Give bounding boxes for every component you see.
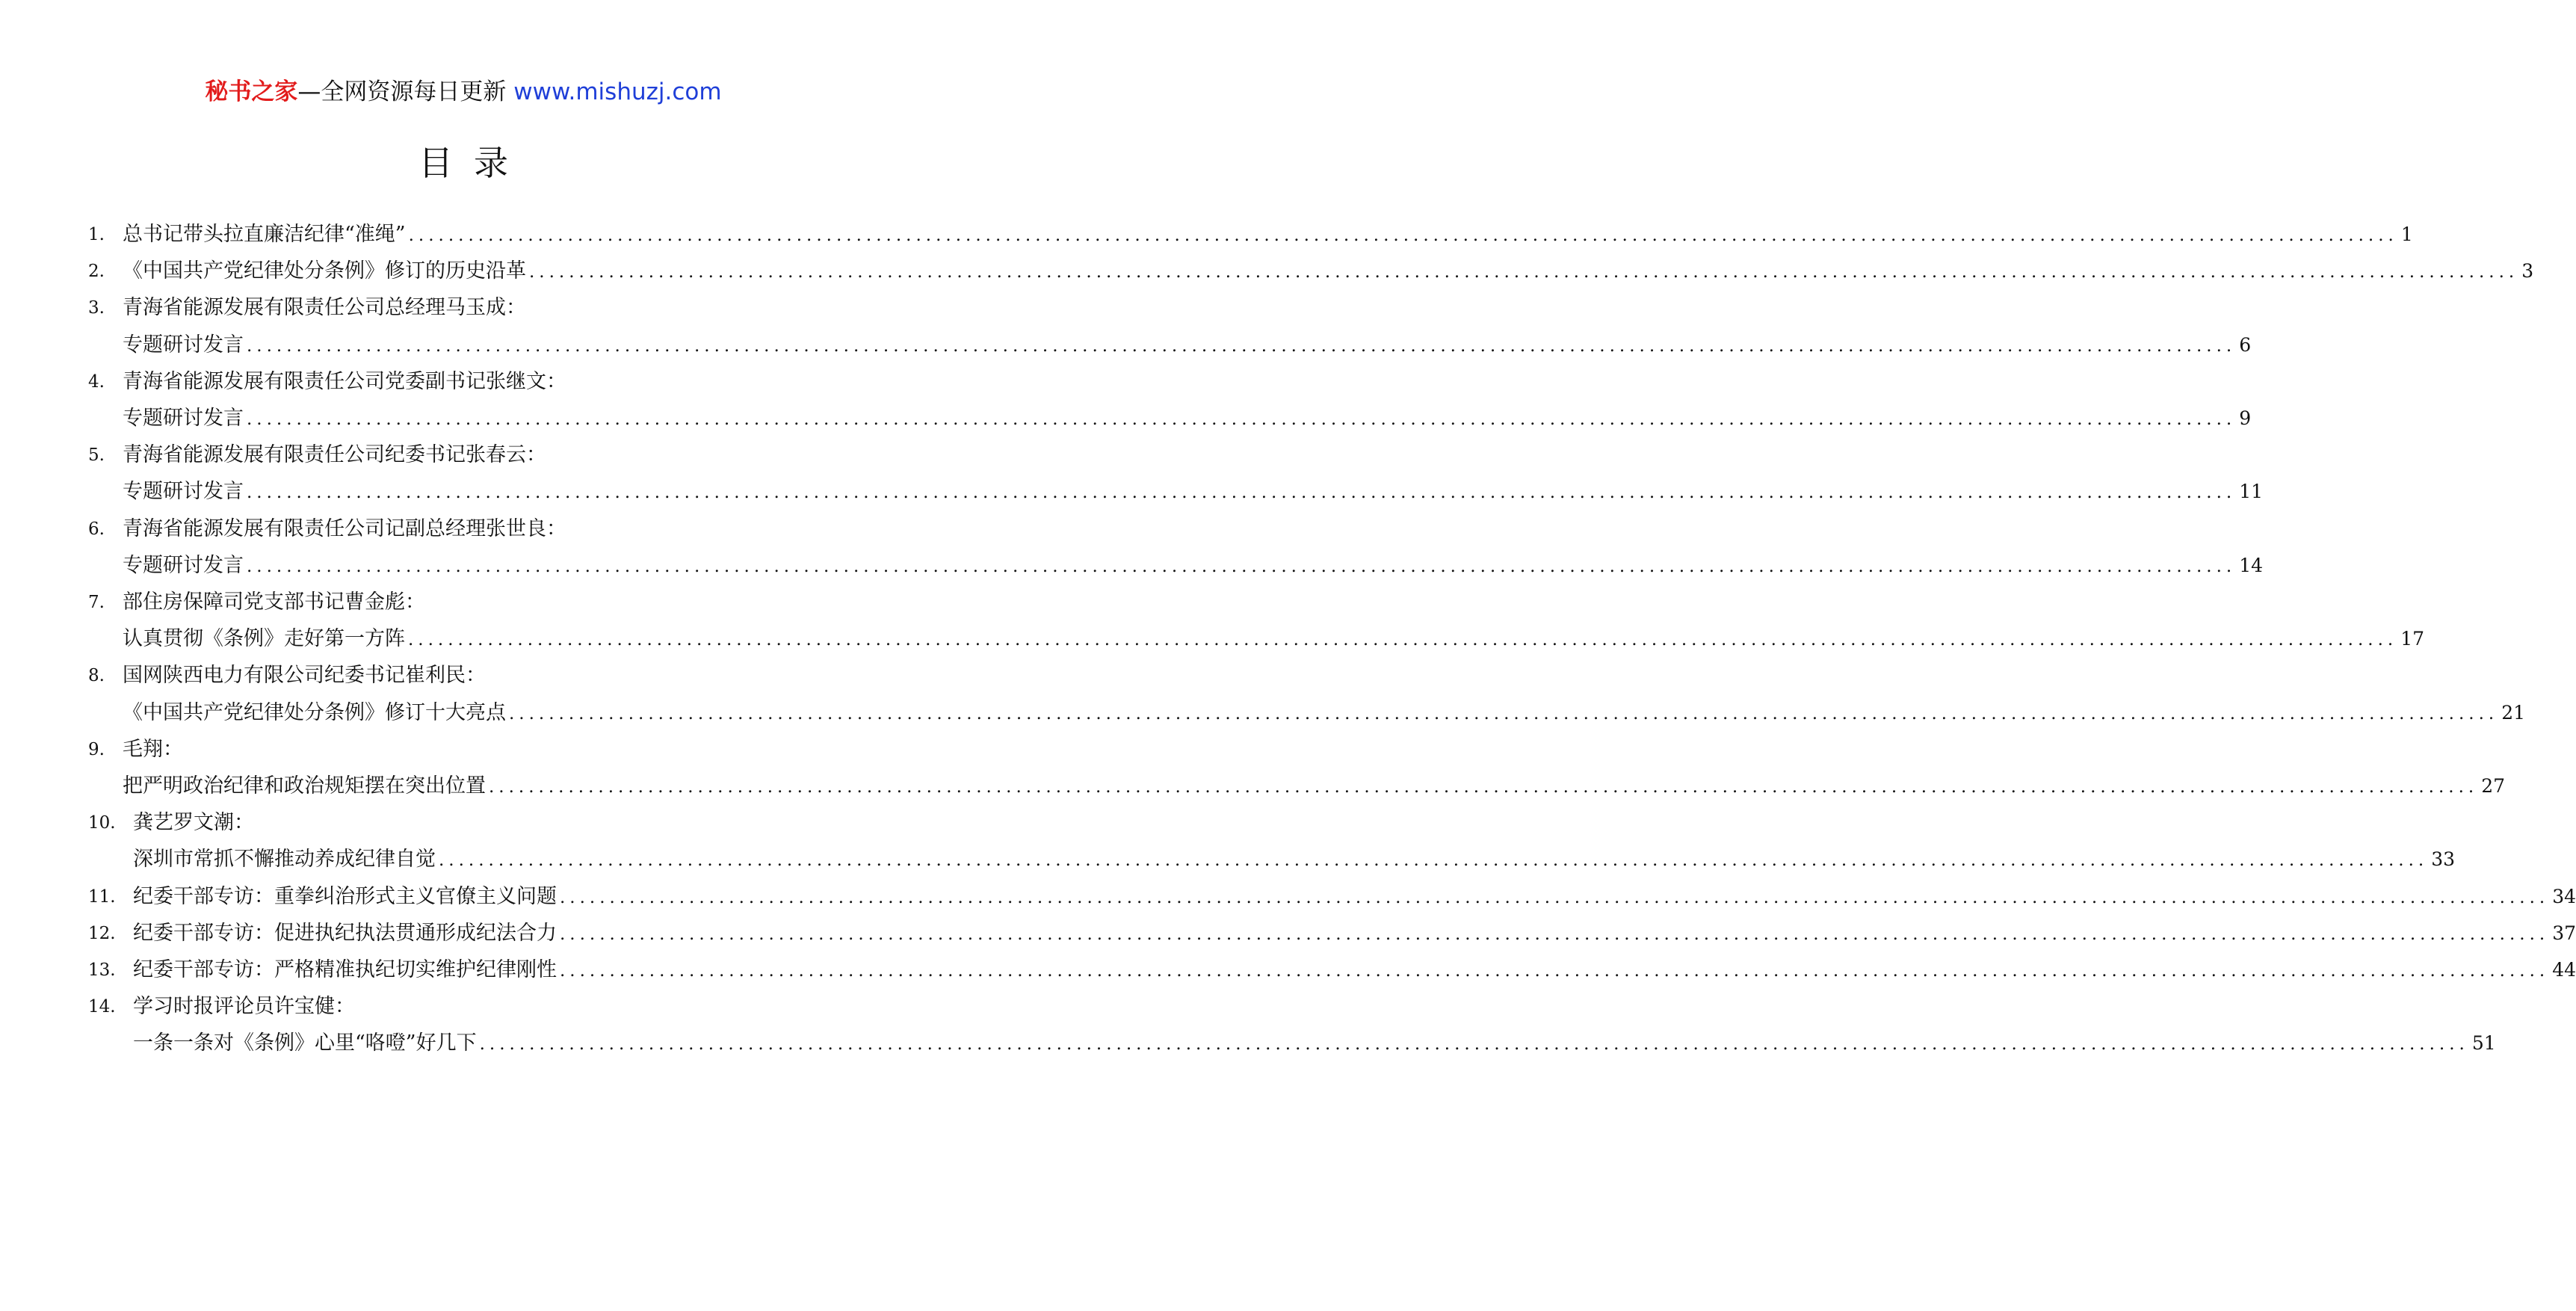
toc-dot-leader: ........................................................................................................................................................................................................: [560, 924, 2550, 944]
toc-entry-line[interactable]: [133, 882, 2576, 912]
toc-page-number: 33: [2431, 848, 2456, 871]
toc-entry-title: 专题研讨发言: [123, 480, 244, 504]
toc-page-number: 3: [2521, 260, 2534, 283]
toc-dot-leader: ........................................................................................................................................................................................................: [529, 262, 2519, 283]
toc-entry-line[interactable]: [133, 808, 254, 838]
toc-page-number: 14: [2239, 554, 2264, 576]
toc-entry-title: 国网陕西电力有限公司纪委书记崔利民：: [123, 664, 486, 688]
toc-entry-line[interactable]: [123, 330, 2252, 360]
toc-entry-number: 12.: [88, 923, 116, 943]
toc-entry-line[interactable]: [123, 256, 2534, 286]
toc-entry-title: 深圳市常抓不懈推动养成纪律自觉: [133, 848, 436, 872]
toc-dot-leader: ........................................................................................................................................................................................................: [408, 226, 2398, 245]
toc-entry-line[interactable]: [123, 367, 566, 397]
site-url-link[interactable]: www.mishuzj.com: [513, 78, 722, 105]
toc-entry-line[interactable]: [133, 955, 2576, 985]
toc-entry-title: 把严明政治纪律和政治规矩摆在突出位置: [123, 774, 486, 798]
toc-entry-title: 龚艺罗文潮：: [133, 811, 254, 835]
toc-entry-line[interactable]: [123, 624, 2425, 654]
toc-entry-line[interactable]: [123, 293, 526, 323]
toc-entry-title: 部住房保障司党支部书记曹金彪：: [123, 590, 425, 614]
toc-entry-number: 8.: [88, 666, 105, 686]
toc-dot-leader: ........................................................................................................................................................................................................: [560, 887, 2550, 907]
toc-dot-leader: ........................................................................................................................................................................................................: [408, 630, 2398, 650]
toc-page-number: 44: [2552, 959, 2576, 981]
toc-entry-number: 1.: [88, 225, 105, 244]
toc-entry-line[interactable]: [123, 698, 2526, 728]
toc-page-number: 37: [2552, 922, 2576, 944]
toc-entry-title: 学习时报评论员许宝健：: [133, 995, 355, 1019]
toc-entry-number: 14.: [88, 997, 116, 1017]
toc-entry-title: 青海省能源发展有限责任公司纪委书记张春云：: [123, 443, 546, 467]
toc-entry-number: 4.: [88, 371, 105, 392]
toc-entry-line[interactable]: [123, 587, 425, 617]
toc-page-number: 6: [2239, 333, 2252, 356]
toc-entry-number: 2.: [88, 262, 105, 282]
toc-entry-line[interactable]: [123, 404, 2252, 434]
toc-dot-leader: ........................................................................................................................................................................................................: [509, 703, 2499, 724]
toc-dot-leader: ........................................................................................................................................................................................................: [247, 336, 2237, 356]
toc-entry-title: 青海省能源发展有限责任公司记副总经理张世良：: [123, 516, 566, 540]
toc-entry-title: 总书记带头拉直廉洁纪律“准绳”: [123, 223, 406, 246]
toc-dot-leader: ........................................................................................................................................................................................................: [247, 556, 2237, 576]
toc-dot-leader: ........................................................................................................................................................................................................: [439, 851, 2429, 871]
toc-entry-title: 青海省能源发展有限责任公司总经理马玉成：: [123, 296, 526, 320]
toc-entry-line[interactable]: [123, 735, 183, 765]
toc-dot-leader: ........................................................................................................................................................................................................: [489, 777, 2479, 797]
toc-entry-title: 纪委干部专访：促进执纪执法贯通形成纪法合力: [133, 921, 557, 945]
toc-entry-line[interactable]: [133, 845, 2456, 874]
toc-entry-number: 3.: [88, 298, 105, 318]
toc-entry-line[interactable]: [123, 514, 566, 544]
toc-page-number: 51: [2471, 1032, 2496, 1055]
toc-entry-number: 5.: [88, 445, 105, 466]
toc-entry-line[interactable]: [123, 477, 2264, 507]
toc-page-number: 34: [2552, 885, 2576, 907]
toc-entry-title: 《中国共产党纪律处分条例》修订的历史沿革: [123, 259, 526, 283]
banner-tagline: —全网资源每日更新: [297, 78, 514, 105]
toc-dot-leader: ........................................................................................................................................................................................................: [560, 961, 2550, 981]
toc-entry-line[interactable]: [123, 220, 2413, 250]
toc-page-number: 21: [2501, 701, 2526, 724]
toc-entry-title: 专题研讨发言: [123, 407, 244, 430]
toc-entry-number: 11.: [88, 886, 116, 907]
site-banner: [0, 75, 927, 109]
toc-entry-number: 10.: [88, 813, 116, 833]
toc-entry-number: 9.: [88, 739, 105, 759]
toc-page-number: 27: [2481, 775, 2506, 797]
toc-entry-line[interactable]: [133, 919, 2576, 948]
toc-entry-line[interactable]: [123, 771, 2506, 801]
toc-page-number: 11: [2239, 481, 2264, 503]
toc-dot-leader: ........................................................................................................................................................................................................: [247, 410, 2237, 429]
page-title: 目录: [418, 143, 529, 183]
toc-entry-title: 认真贯彻《条例》走好第一方阵: [123, 627, 405, 651]
brand-name: 秘书之家: [205, 78, 298, 105]
toc-entry-line[interactable]: [123, 661, 486, 691]
toc-entry-title: 纪委干部专访：重拳纠治形式主义官僚主义问题: [133, 884, 557, 908]
toc-entry-title: 一条一条对《条例》心里“咯噔”好几下: [133, 1031, 477, 1055]
toc-entry-line[interactable]: [133, 1028, 2496, 1058]
toc-page-number: 1: [2400, 223, 2413, 245]
toc-entry-line[interactable]: [123, 440, 546, 470]
toc-entry-title: 《中国共产党纪律处分条例》修订十大亮点: [123, 700, 506, 724]
toc-entry-number: 6.: [88, 519, 105, 539]
toc-entry-title: 专题研讨发言: [123, 333, 244, 357]
toc-dot-leader: ........................................................................................................................................................................................................: [247, 483, 2237, 503]
toc-entry-title: 专题研讨发言: [123, 553, 244, 577]
toc-entry-title: 毛翔：: [123, 737, 183, 761]
toc-entry-number: 13.: [88, 960, 116, 980]
toc-dot-leader: ........................................................................................................................................................................................................: [479, 1034, 2469, 1055]
toc-entry-title: 青海省能源发展有限责任公司党委副书记张继文：: [123, 369, 566, 393]
toc-entry-number: 7.: [88, 593, 105, 612]
toc-entry-line[interactable]: [133, 992, 355, 1022]
toc-page-number: 9: [2239, 407, 2252, 429]
toc-page-number: 17: [2400, 628, 2425, 650]
toc-entry-line[interactable]: [123, 551, 2264, 581]
toc-entry-title: 纪委干部专访：严格精准执纪切实维护纪律刚性: [133, 958, 557, 981]
